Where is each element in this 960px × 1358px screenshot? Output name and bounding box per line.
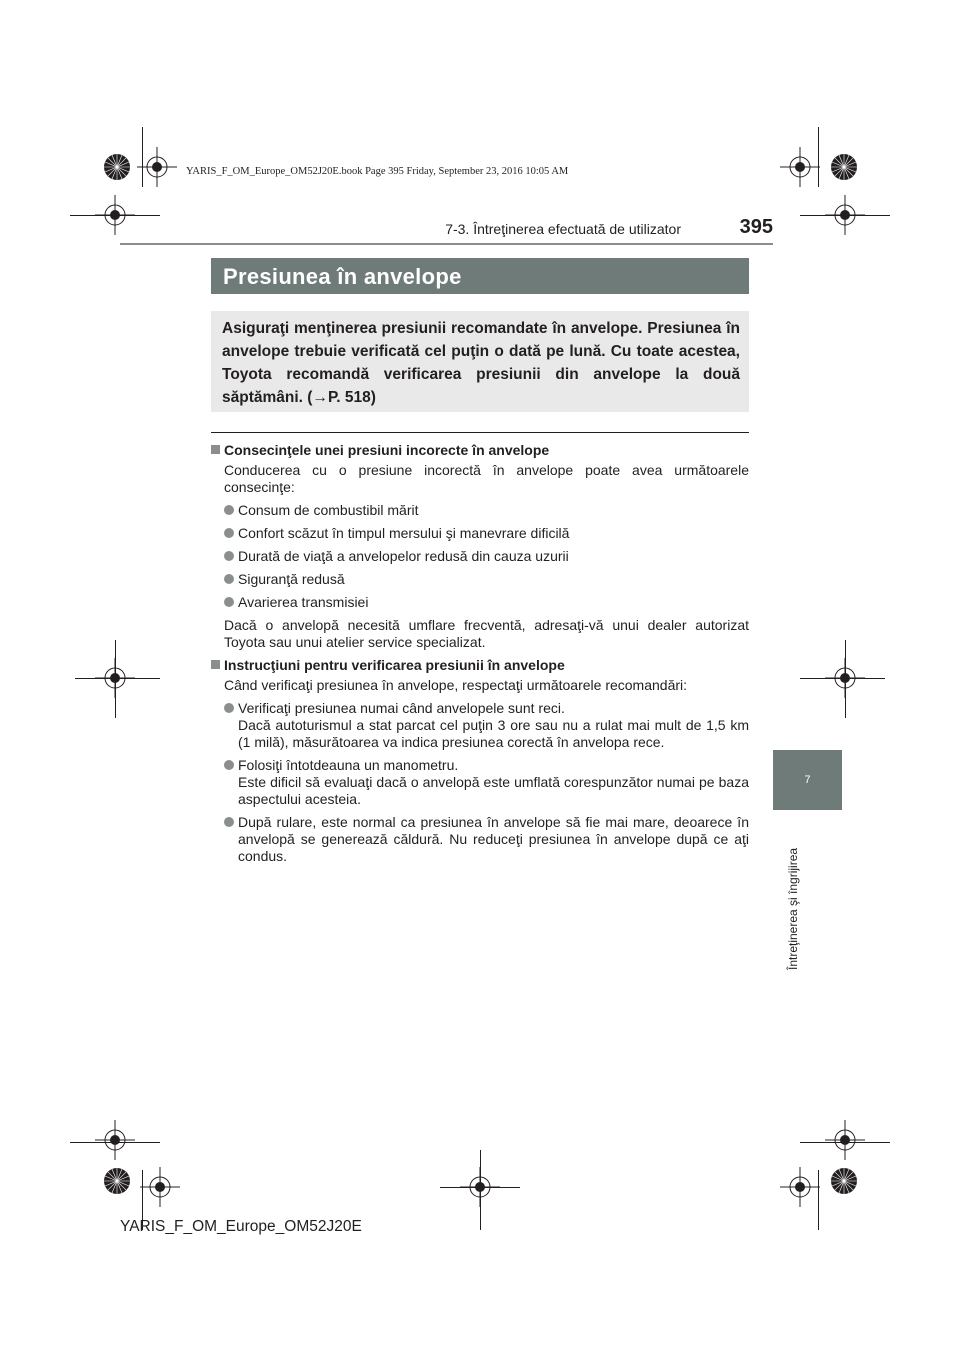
square-bullet-icon (211, 445, 220, 454)
bullet-dot-icon (224, 597, 234, 607)
section-paragraph: Conducerea cu o presiune incorectă în anvelope poate avea următoarele consecinţe: (224, 462, 749, 495)
page-title: Presiunea în anvelope (223, 264, 462, 289)
footer-code: YARIS_F_OM_Europe_OM52J20E (120, 1218, 362, 1235)
section-heading (211, 442, 749, 459)
intro-box (211, 311, 749, 412)
section-heading-text: Instrucţiuni pentru verificarea presiunii în anvelope (224, 657, 565, 673)
registration-starburst-icon (103, 153, 131, 181)
registration-crosshair-icon (140, 1167, 180, 1207)
registration-starburst-icon (103, 1167, 131, 1195)
crop-mark (480, 1150, 481, 1230)
crop-mark (800, 678, 885, 679)
registration-starburst-icon (830, 153, 858, 181)
intro-text: Asiguraţi menţinerea presiunii recomandate în anvelope. Presiunea în anvelope trebuie verificată cel puţin o dată pe lună. Cu toate acestea, Toyota recomandă verificarea presiunii din anvelope la două săptămâni. (→P. 518) (222, 320, 740, 406)
registration-crosshair-icon (825, 1120, 865, 1160)
page-title-bar (211, 258, 749, 294)
chapter-tab: 7 (773, 750, 842, 810)
bullet-dot-icon (224, 505, 234, 515)
bullet-dot-icon (224, 574, 234, 584)
crop-mark (115, 640, 116, 718)
page-header (120, 214, 773, 242)
list-item (211, 757, 749, 808)
section-title: 7-3. Întreţinerea efectuată de utilizator (445, 221, 681, 237)
bullet-dot-icon (224, 551, 234, 561)
page-number: 395 (739, 216, 773, 238)
registration-starburst-icon (830, 1167, 858, 1195)
book-imprint: YARIS_F_OM_Europe_OM52J20E.book Page 395 Friday, September 23, 2016 10:05 AM (186, 166, 569, 177)
registration-crosshair-icon (95, 1120, 135, 1160)
list-item-text: După rulare, este normal ca presiunea în anvelope să fie mai mare, deoarece în anvelopă se generează căldură. Nu reduceţi presiunea în anvelope după ce aţi condus. (238, 814, 749, 864)
section-heading-text: Consecinţele unei presiuni incorecte în anvelope (224, 442, 550, 458)
list-item-text: Este dificil să evaluaţi dacă o anvelopă este umflată corespunzător numai pe baza aspectului acesteia. (238, 774, 749, 807)
square-bullet-icon (211, 660, 220, 669)
list-item-text: Durată de viaţă a anvelopelor redusă din cauza uzurii (238, 548, 569, 564)
section-divider (211, 432, 749, 433)
section-closing: Dacă o anvelopă necesită umflare frecventă, adresaţi-vă unui dealer autorizat Toyota sau unui atelier service specializat. (224, 617, 749, 650)
list-item (211, 594, 749, 611)
chapter-label-text: Întreţinerea şi îngrijirea (786, 847, 800, 970)
list-item (211, 814, 749, 865)
list-item-text: Avarierea transmisiei (238, 594, 369, 610)
header-divider (120, 243, 773, 245)
list-item-title: Folosiţi întotdeauna un manometru. (238, 757, 459, 773)
list-item (211, 571, 749, 588)
list-item (211, 700, 749, 751)
bullet-dot-icon (224, 817, 234, 827)
list-item-title: Verificaţi presiunea numai când anvelopele sunt reci. (238, 700, 565, 716)
list-item-text: Dacă autoturismul a stat parcat cel puţin 3 ore sau nu a rulat mai mult de 1,5 km (1 milă), măsurătoarea va indica presiunea corectă în anvelopa rece. (238, 717, 749, 750)
registration-crosshair-icon (780, 147, 820, 187)
bullet-dot-icon (224, 528, 234, 538)
list-item-text: Consum de combustibil mărit (238, 502, 419, 518)
crop-mark (75, 678, 160, 679)
bullet-dot-icon (224, 760, 234, 770)
section-paragraph: Când verificaţi presiunea în anvelope, respectaţi următoarele recomandări: (224, 677, 688, 693)
list-item (211, 525, 749, 542)
main-content (211, 442, 749, 871)
registration-crosshair-icon (780, 1167, 820, 1207)
chapter-label (786, 820, 802, 970)
bullet-dot-icon (224, 703, 234, 713)
registration-crosshair-icon (137, 147, 177, 187)
section-heading (211, 657, 749, 674)
list-item (211, 548, 749, 565)
list-item (211, 502, 749, 519)
registration-crosshair-icon (825, 195, 865, 235)
list-item-text: Siguranţă redusă (238, 571, 345, 587)
list-item-text: Confort scăzut în timpul mersului şi manevrare dificilă (238, 525, 570, 541)
crop-mark (845, 640, 846, 718)
